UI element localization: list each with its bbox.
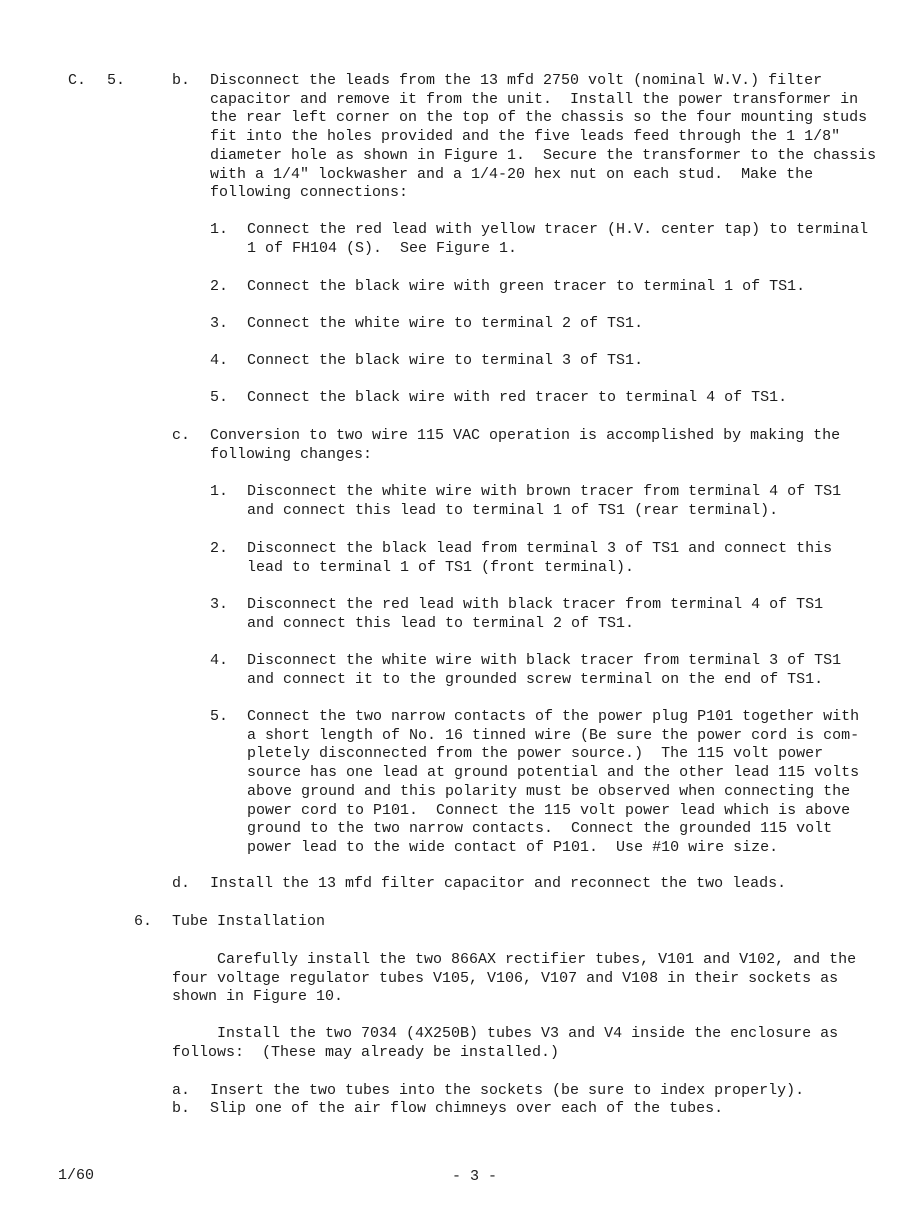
b-step-3-num: 3. [210, 315, 229, 332]
c-step-4-num: 4. [210, 652, 229, 669]
c-step-4-text: Disconnect the white wire with black tracer from terminal 3 of TS1 and connect it to the grounded screw terminal on the end of TS1. [247, 652, 842, 688]
item-c-label: c. [172, 427, 191, 444]
c-step-5-num: 5. [210, 708, 229, 725]
tube-step-a-label: a. [172, 1082, 191, 1099]
tube-step-b-text: Slip one of the air flow chimneys over each of the tubes. [210, 1100, 724, 1117]
section-6-title: Tube Installation [172, 913, 326, 930]
section-6-para-1: Carefully install the two 866AX rectifier tubes, V101 and V102, and the four voltage regulator tubes V105, V106, V107 and V108 in their sockets as shown in Figure 10. [172, 951, 857, 1006]
c-step-5-text: Connect the two narrow contacts of the power plug P101 together with a short length of No. 16 tinned wire (Be sure the power cord is com- pletely disconnected from the power source.) The 115 volt power source has one lead at ground potential and the other lead 115 volts above ground and this polarity must be observed when connecting the power cord to P101. Connect the 115 volt power lead which is above ground to the two narrow contacts. Connect the grounded 115 volt power lead to the wide contact of P101. Use #10 wire size. [247, 708, 860, 856]
b-step-2-num: 2. [210, 278, 229, 295]
tube-step-b-label: b. [172, 1100, 191, 1117]
page-number: - 3 - [452, 1168, 498, 1185]
b-step-4-text: Connect the black wire to terminal 3 of TS1. [247, 352, 644, 369]
c-step-3-text: Disconnect the red lead with black tracer from terminal 4 of TS1 and connect this lead to terminal 2 of TS1. [247, 596, 824, 632]
c-step-1-text: Disconnect the white wire with brown tracer from terminal 4 of TS1 and connect this lead to terminal 1 of TS1 (rear terminal). [247, 483, 842, 519]
b-step-3-text: Connect the white wire to terminal 2 of TS1. [247, 315, 644, 332]
section-number: 5. [107, 72, 126, 89]
b-step-1-num: 1. [210, 221, 229, 238]
c-step-3-num: 3. [210, 596, 229, 613]
b-step-1-text: Connect the red lead with yellow tracer (H.V. center tap) to terminal 1 of FH104 (S). See Figure 1. [247, 221, 869, 257]
b-step-2-text: Connect the black wire with green tracer to terminal 1 of TS1. [247, 278, 806, 295]
item-d-text: Install the 13 mfd filter capacitor and reconnect the two leads. [210, 875, 787, 892]
footer-date: 1/60 [58, 1167, 95, 1184]
section-6-number: 6. [134, 913, 153, 930]
c-step-1-num: 1. [210, 483, 229, 500]
b-step-4-num: 4. [210, 352, 229, 369]
tube-step-a-text: Insert the two tubes into the sockets (be sure to index properly). [210, 1082, 805, 1099]
item-d-label: d. [172, 875, 191, 892]
b-step-5-text: Connect the black wire with red tracer to terminal 4 of TS1. [247, 389, 788, 406]
section-6-para-2: Install the two 7034 (4X250B) tubes V3 and V4 inside the enclosure as follows: (These may already be installed.) [172, 1025, 839, 1061]
c-step-2-num: 2. [210, 540, 229, 557]
item-c-text: Conversion to two wire 115 VAC operation is accomplished by making the following changes: [210, 427, 841, 463]
b-step-5-num: 5. [210, 389, 229, 406]
item-b-label: b. [172, 72, 191, 89]
section-letter: C. [68, 72, 87, 89]
item-b-text: Disconnect the leads from the 13 mfd 2750 volt (nominal W.V.) filter capacitor and remove it from the unit. Install the power transformer in the rear left corner on the top of the chassis so the four mounting studs fit into the holes provided and the five leads feed through the 1 1/8" diameter hole as shown in Figure 1. Secure the transformer to the chassis with a 1/4" lockwasher and a 1/4-20 hex nut on each stud. Make the following connections: [210, 72, 877, 202]
c-step-2-text: Disconnect the black lead from terminal 3 of TS1 and connect this lead to terminal 1 of TS1 (front terminal). [247, 540, 833, 576]
